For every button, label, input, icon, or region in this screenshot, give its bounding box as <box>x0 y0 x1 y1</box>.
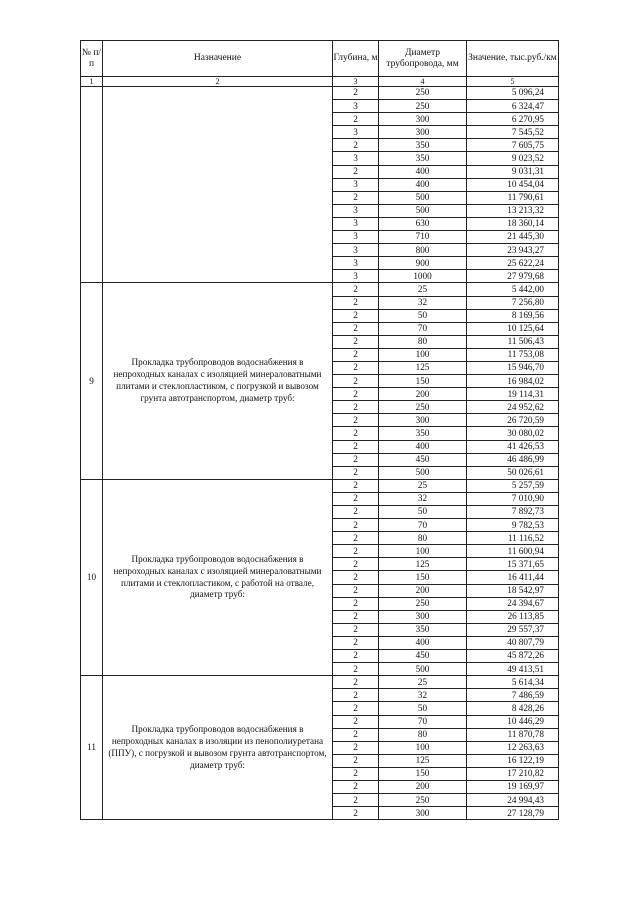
diameter-cell: 100 <box>379 545 467 558</box>
col-number: 5 <box>467 77 559 87</box>
depth-cell: 2 <box>333 388 379 401</box>
diameter-cell: 300 <box>379 610 467 623</box>
value-cell: 9 023,52 <box>467 152 559 165</box>
diameter-cell: 1000 <box>379 270 467 283</box>
depth-cell: 2 <box>333 283 379 296</box>
depth-cell: 2 <box>333 767 379 780</box>
value-cell: 5 442,00 <box>467 283 559 296</box>
diameter-cell: 25 <box>379 283 467 296</box>
diameter-cell: 100 <box>379 348 467 361</box>
value-cell: 12 263,63 <box>467 741 559 754</box>
group-number: 10 <box>81 479 103 675</box>
diameter-cell: 350 <box>379 623 467 636</box>
depth-cell: 2 <box>333 636 379 649</box>
depth-cell: 2 <box>333 348 379 361</box>
value-cell: 46 486,99 <box>467 453 559 466</box>
group-description <box>103 87 333 283</box>
value-cell: 29 557,37 <box>467 623 559 636</box>
diameter-cell: 300 <box>379 807 467 820</box>
diameter-cell: 350 <box>379 152 467 165</box>
value-cell: 11 753,08 <box>467 348 559 361</box>
diameter-cell: 300 <box>379 414 467 427</box>
depth-cell: 2 <box>333 401 379 414</box>
diameter-cell: 250 <box>379 100 467 113</box>
value-cell: 23 943,27 <box>467 244 559 257</box>
depth-cell: 2 <box>333 139 379 152</box>
value-cell: 11 116,52 <box>467 532 559 545</box>
diameter-cell: 300 <box>379 126 467 139</box>
value-cell: 18 360,14 <box>467 217 559 230</box>
depth-cell: 2 <box>333 807 379 820</box>
header-diameter: Диаметр трубопровода, мм <box>379 41 467 77</box>
value-cell: 6 270,95 <box>467 113 559 126</box>
column-number-row <box>81 77 559 87</box>
value-cell: 19 169,97 <box>467 780 559 793</box>
depth-cell: 2 <box>333 165 379 178</box>
diameter-cell: 80 <box>379 532 467 545</box>
diameter-cell: 400 <box>379 178 467 191</box>
depth-cell: 3 <box>333 204 379 217</box>
depth-cell: 2 <box>333 414 379 427</box>
value-cell: 11 600,94 <box>467 545 559 558</box>
diameter-cell: 500 <box>379 204 467 217</box>
depth-cell: 2 <box>333 545 379 558</box>
diameter-cell: 200 <box>379 584 467 597</box>
value-cell: 16 122,19 <box>467 754 559 767</box>
group-description: Прокладка трубопроводов водоснабжения в непроходных каналах с изоляцией минераловатными плитами и стеклопластиком, с погрузкой и вывозом грунта автотранспортом, диаметр труб: <box>103 283 333 479</box>
diameter-cell: 800 <box>379 244 467 257</box>
col-number: 2 <box>103 77 333 87</box>
header-name: Назначение <box>103 41 333 77</box>
depth-cell: 3 <box>333 217 379 230</box>
depth-cell: 2 <box>333 466 379 479</box>
depth-cell: 2 <box>333 191 379 204</box>
value-cell: 26 113,85 <box>467 610 559 623</box>
diameter-cell: 710 <box>379 231 467 244</box>
value-cell: 41 426,53 <box>467 440 559 453</box>
diameter-cell: 300 <box>379 113 467 126</box>
header-row <box>81 41 559 77</box>
depth-cell: 2 <box>333 610 379 623</box>
diameter-cell: 400 <box>379 636 467 649</box>
diameter-cell: 25 <box>379 676 467 689</box>
diameter-cell: 125 <box>379 754 467 767</box>
depth-cell: 2 <box>333 754 379 767</box>
depth-cell: 2 <box>333 440 379 453</box>
value-cell: 25 622,24 <box>467 257 559 270</box>
diameter-cell: 25 <box>379 479 467 492</box>
diameter-cell: 500 <box>379 191 467 204</box>
value-cell: 6 324,47 <box>467 100 559 113</box>
depth-cell: 2 <box>333 532 379 545</box>
value-cell: 21 445,30 <box>467 231 559 244</box>
depth-cell: 2 <box>333 335 379 348</box>
group-number: 9 <box>81 283 103 479</box>
value-cell: 45 872,26 <box>467 650 559 663</box>
value-cell: 24 952,62 <box>467 401 559 414</box>
price-table <box>80 40 559 820</box>
diameter-cell: 70 <box>379 715 467 728</box>
diameter-cell: 350 <box>379 427 467 440</box>
diameter-cell: 32 <box>379 689 467 702</box>
diameter-cell: 50 <box>379 506 467 519</box>
diameter-cell: 200 <box>379 388 467 401</box>
depth-cell: 2 <box>333 506 379 519</box>
depth-cell: 2 <box>333 794 379 807</box>
diameter-cell: 630 <box>379 217 467 230</box>
value-cell: 15 371,65 <box>467 558 559 571</box>
value-cell: 7 605,75 <box>467 139 559 152</box>
depth-cell: 2 <box>333 584 379 597</box>
value-cell: 11 506,43 <box>467 335 559 348</box>
value-cell: 10 446,29 <box>467 715 559 728</box>
diameter-cell: 500 <box>379 663 467 676</box>
diameter-cell: 350 <box>379 139 467 152</box>
value-cell: 18 542,97 <box>467 584 559 597</box>
diameter-cell: 150 <box>379 375 467 388</box>
group-number: 11 <box>81 676 103 820</box>
value-cell: 40 807,79 <box>467 636 559 649</box>
depth-cell: 2 <box>333 113 379 126</box>
depth-cell: 2 <box>333 663 379 676</box>
value-cell: 5 096,24 <box>467 87 559 100</box>
value-cell: 9 782,53 <box>467 519 559 532</box>
depth-cell: 3 <box>333 100 379 113</box>
header-depth: Глубина, м <box>333 41 379 77</box>
diameter-cell: 70 <box>379 322 467 335</box>
depth-cell: 2 <box>333 296 379 309</box>
value-cell: 11 790,61 <box>467 191 559 204</box>
value-cell: 7 545,52 <box>467 126 559 139</box>
diameter-cell: 250 <box>379 401 467 414</box>
depth-cell: 2 <box>333 780 379 793</box>
depth-cell: 2 <box>333 597 379 610</box>
table-row <box>81 283 559 296</box>
diameter-cell: 450 <box>379 453 467 466</box>
col-number: 3 <box>333 77 379 87</box>
depth-cell: 3 <box>333 257 379 270</box>
depth-cell: 2 <box>333 479 379 492</box>
depth-cell: 2 <box>333 309 379 322</box>
group-number <box>81 87 103 283</box>
diameter-cell: 70 <box>379 519 467 532</box>
value-cell: 27 128,79 <box>467 807 559 820</box>
depth-cell: 2 <box>333 741 379 754</box>
diameter-cell: 900 <box>379 257 467 270</box>
diameter-cell: 250 <box>379 87 467 100</box>
depth-cell: 2 <box>333 519 379 532</box>
depth-cell: 2 <box>333 558 379 571</box>
depth-cell: 2 <box>333 361 379 374</box>
value-cell: 17 210,82 <box>467 767 559 780</box>
value-cell: 50 026,61 <box>467 466 559 479</box>
value-cell: 7 892,73 <box>467 506 559 519</box>
diameter-cell: 80 <box>379 728 467 741</box>
depth-cell: 2 <box>333 427 379 440</box>
diameter-cell: 125 <box>379 361 467 374</box>
depth-cell: 3 <box>333 178 379 191</box>
depth-cell: 3 <box>333 152 379 165</box>
value-cell: 16 984,02 <box>467 375 559 388</box>
diameter-cell: 100 <box>379 741 467 754</box>
diameter-cell: 400 <box>379 440 467 453</box>
value-cell: 49 413,51 <box>467 663 559 676</box>
table-row <box>81 479 559 492</box>
value-cell: 27 979,68 <box>467 270 559 283</box>
value-cell: 10 454,04 <box>467 178 559 191</box>
diameter-cell: 200 <box>379 780 467 793</box>
col-number: 4 <box>379 77 467 87</box>
depth-cell: 3 <box>333 126 379 139</box>
depth-cell: 2 <box>333 375 379 388</box>
depth-cell: 2 <box>333 702 379 715</box>
table-row <box>81 87 559 100</box>
value-cell: 7 486,59 <box>467 689 559 702</box>
value-cell: 8 169,56 <box>467 309 559 322</box>
value-cell: 30 080,02 <box>467 427 559 440</box>
value-cell: 24 394,67 <box>467 597 559 610</box>
diameter-cell: 32 <box>379 296 467 309</box>
value-cell: 19 114,31 <box>467 388 559 401</box>
header-num: № п/п <box>81 41 103 77</box>
depth-cell: 2 <box>333 689 379 702</box>
depth-cell: 2 <box>333 728 379 741</box>
table-row <box>81 676 559 689</box>
depth-cell: 2 <box>333 623 379 636</box>
depth-cell: 2 <box>333 492 379 505</box>
value-cell: 15 946,70 <box>467 361 559 374</box>
value-cell: 9 031,31 <box>467 165 559 178</box>
value-cell: 10 125,64 <box>467 322 559 335</box>
diameter-cell: 400 <box>379 165 467 178</box>
diameter-cell: 150 <box>379 767 467 780</box>
depth-cell: 2 <box>333 322 379 335</box>
value-cell: 11 870,78 <box>467 728 559 741</box>
col-number: 1 <box>81 77 103 87</box>
depth-cell: 2 <box>333 676 379 689</box>
diameter-cell: 50 <box>379 309 467 322</box>
diameter-cell: 50 <box>379 702 467 715</box>
value-cell: 24 994,43 <box>467 794 559 807</box>
diameter-cell: 32 <box>379 492 467 505</box>
depth-cell: 3 <box>333 270 379 283</box>
group-description: Прокладка трубопроводов водоснабжения в непроходных каналах в изоляции из пенополиуретана (ППУ), с погрузкой и вывозом грунта автотранспортом, диаметр труб: <box>103 676 333 820</box>
depth-cell: 2 <box>333 571 379 584</box>
depth-cell: 2 <box>333 453 379 466</box>
depth-cell: 2 <box>333 650 379 663</box>
header-value: Значение, тыс.руб./км <box>467 41 559 77</box>
value-cell: 5 257,59 <box>467 479 559 492</box>
value-cell: 16 411,44 <box>467 571 559 584</box>
diameter-cell: 80 <box>379 335 467 348</box>
diameter-cell: 500 <box>379 466 467 479</box>
depth-cell: 2 <box>333 87 379 100</box>
depth-cell: 3 <box>333 231 379 244</box>
value-cell: 26 720,59 <box>467 414 559 427</box>
depth-cell: 3 <box>333 244 379 257</box>
depth-cell: 2 <box>333 715 379 728</box>
diameter-cell: 125 <box>379 558 467 571</box>
diameter-cell: 250 <box>379 597 467 610</box>
diameter-cell: 450 <box>379 650 467 663</box>
value-cell: 13 213,32 <box>467 204 559 217</box>
group-description: Прокладка трубопроводов водоснабжения в непроходных каналах с изоляцией минераловатными плитами и стеклопластиком, с работой на отвале, диаметр труб: <box>103 479 333 675</box>
value-cell: 7 010,90 <box>467 492 559 505</box>
value-cell: 7 256,80 <box>467 296 559 309</box>
diameter-cell: 150 <box>379 571 467 584</box>
diameter-cell: 250 <box>379 794 467 807</box>
value-cell: 8 428,26 <box>467 702 559 715</box>
value-cell: 5 614,34 <box>467 676 559 689</box>
